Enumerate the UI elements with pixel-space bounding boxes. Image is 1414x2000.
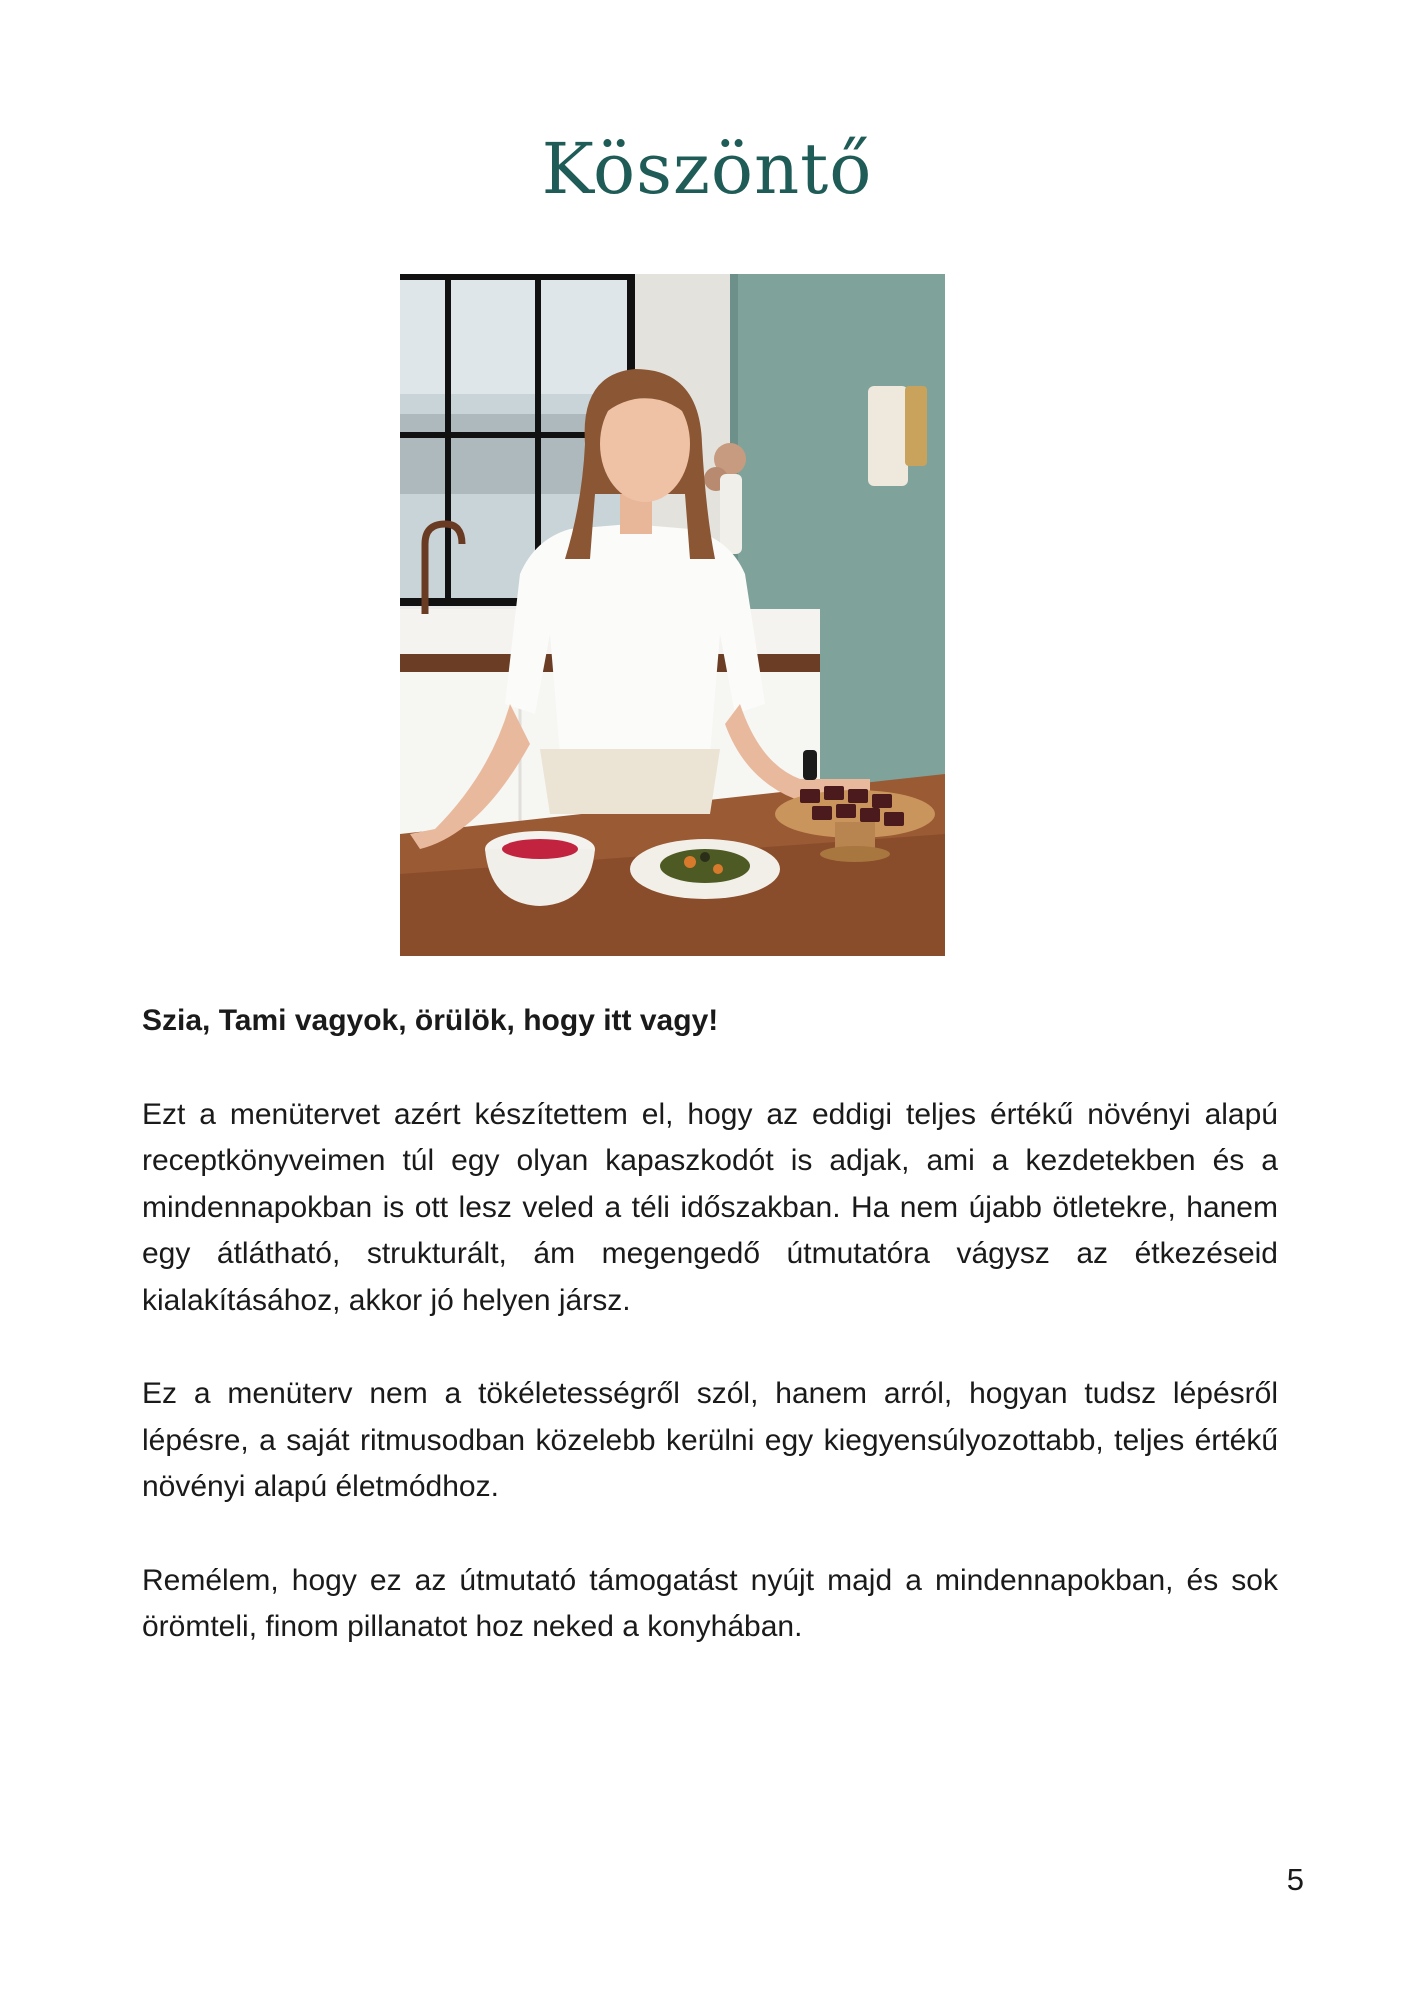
paragraph: Ezt a menütervet azért készítettem el, hogy az eddigi teljes értékű növényi alapú receptkönyveimen túl egy olyan kapaszkodót is adjak, ami a kezdetekben és a mindennapokban is ott lesz veled a téli időszakban. Ha nem újabb ötletekre, hanem egy átlátható, strukturált, ám megengedő útmutatóra vágysz az étkezéseid kialakításához, akkor jó helyen jársz. <box>142 1097 1278 1317</box>
greeting-heading: Szia, Tami vagyok, örülök, hogy itt vagy! <box>142 1004 719 1037</box>
welcome-text <box>142 998 1278 1698</box>
page-number: 5 <box>1286 1862 1304 1897</box>
kitchen-photo-illustration <box>400 274 945 956</box>
paragraph: Remélem, hogy ez az útmutató támogatást nyújt majd a mindennapokban, és sok örömteli, finom pillanatot hoz neked a konyhában. <box>142 1563 1278 1643</box>
kitchen-photo <box>400 274 945 956</box>
paragraph: Ez a menüterv nem a tökéletességről szól, hanem arról, hogyan tudsz lépésről lépésre, a saját ritmusodban közelebb kerülni egy kiegyensúlyozottabb, teljes értékű növényi alapú életmódhoz. <box>142 1377 1278 1503</box>
page-title: Köszöntő <box>541 128 873 210</box>
